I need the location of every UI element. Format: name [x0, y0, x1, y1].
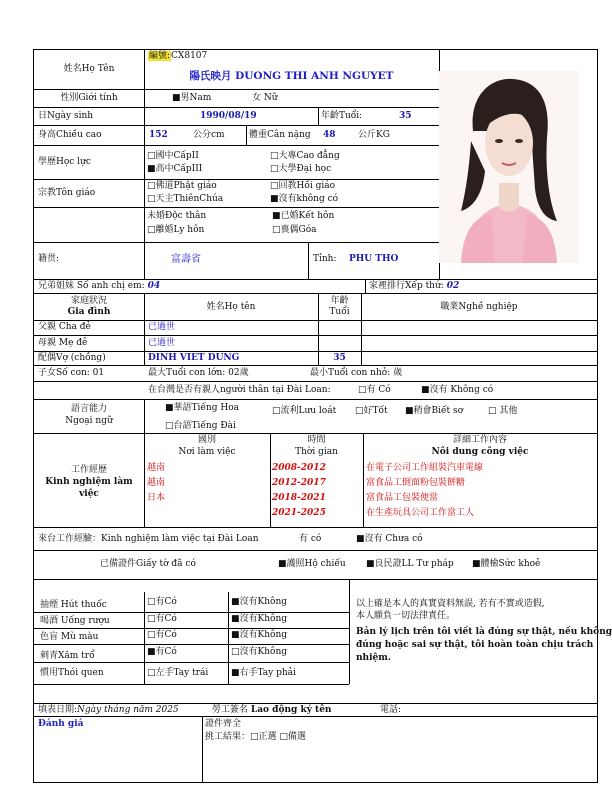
siblings-value: 04 — [147, 281, 161, 291]
work-country-3: 日本 — [147, 493, 166, 503]
name-label: 姓名Họ Tên — [63, 64, 115, 74]
youngest-child-age: 最小Tuổi con nhỏ: 歲 — [310, 368, 403, 378]
edu-college-checkbox[interactable]: □大專Cao đẳng — [270, 151, 340, 161]
weight-unit: 公斤KG — [358, 130, 390, 140]
family-header-zh: 家庭狀況 — [70, 296, 107, 306]
family-job-header: 職業Nghề nghiệp — [440, 302, 518, 312]
fill-date — [38, 705, 179, 716]
signature-label: 勞工簽名 — [212, 705, 249, 715]
declaration-zh-2: 本人願負一切法律責任。 — [356, 611, 456, 621]
education-label: 學歷Học lực — [38, 157, 91, 167]
work-detail-4: 在生產玩具公司工作當工人 — [366, 508, 475, 518]
fill-date-label: 填表日期: — [38, 705, 78, 715]
habit-smoking-label: 抽煙 Hút thuốc — [40, 600, 107, 610]
lang-taiwanese-checkbox[interactable]: □台語Tiếng Đài — [165, 421, 236, 431]
marital-married-checkbox[interactable]: ■已婚Kết hôn — [272, 211, 335, 221]
edu-secondary-checkbox[interactable]: □國中CấpII — [147, 151, 199, 161]
mother-label: 母親 Mẹ đẻ — [38, 338, 88, 348]
phone-label: 電話: — [380, 705, 402, 715]
work-time-header-zh: 時間 — [307, 435, 326, 445]
doc-police-record-checkbox[interactable]: ■良民證LL Tư pháp — [366, 559, 454, 569]
gender-female-checkbox[interactable]: 女 Nữ — [252, 93, 278, 103]
work-country-2: 越南 — [147, 478, 166, 488]
origin-label: 籍贯: — [38, 254, 60, 264]
oldest-child-age: 最大Tuổi con lớn: 02歲 — [148, 368, 249, 378]
language-label-zh: 語言能力 — [70, 404, 107, 414]
edu-university-checkbox[interactable]: □大學Đại học — [270, 164, 332, 174]
rank-field — [369, 281, 459, 292]
work-country-header-vi: Nơi làm việc — [178, 447, 236, 457]
dob-value: 1990/08/19 — [200, 111, 257, 121]
habit-hand-label: 慣用Thói quen — [40, 668, 104, 678]
habit-colorblind-yes[interactable]: □有Có — [147, 630, 177, 640]
code-field — [148, 51, 207, 62]
habit-drinking-no[interactable]: ■沒有Không — [231, 614, 287, 624]
father-label: 父親 Cha đẻ — [38, 322, 91, 332]
work-label-zh: 工作經歷 — [70, 465, 107, 475]
work-detail-1: 在電子公司工作組裝汽車電線 — [366, 463, 484, 473]
taiwan-exp-yes-checkbox[interactable]: 有 có — [299, 534, 322, 544]
spouse-name: DINH VIET DUNG — [148, 353, 240, 363]
habit-tattoo-no[interactable]: □沒有Không — [231, 647, 287, 657]
doc-passport-checkbox[interactable]: ■護照Hộ chiếu — [278, 559, 346, 569]
habit-right-hand[interactable]: ■右手Tay phải — [231, 668, 296, 678]
relatives-no-checkbox[interactable]: ■沒有 Không có — [421, 385, 494, 395]
family-age-header-zh: 年齡 — [330, 296, 349, 306]
province-label: Tỉnh: — [313, 254, 337, 264]
work-label-vi2: việc — [79, 489, 99, 499]
habit-smoking-yes[interactable]: □有Có — [147, 597, 177, 607]
family-header-vi: Gia đình — [67, 307, 111, 317]
province-value: PHU THO — [349, 254, 399, 264]
children-count: 子女Số con: 01 — [38, 368, 105, 378]
lang-other-checkbox[interactable]: □ 其他 — [488, 406, 518, 416]
habit-drinking-label: 喝酒 Uống rượu — [40, 616, 110, 626]
habit-colorblind-label: 色盲 Mù màu — [40, 632, 99, 642]
habit-drinking-yes[interactable]: □有Có — [147, 614, 177, 624]
religion-catholic-checkbox[interactable]: □天主ThiênChúa — [147, 194, 224, 204]
weight-value: 48 — [323, 130, 336, 140]
taiwan-exp-no-checkbox[interactable]: ■沒有 Chưa có — [356, 534, 423, 544]
gender-label: 性別Giới tính — [60, 93, 118, 103]
age-label: 年齡Tuổi: — [321, 111, 363, 121]
lang-fluent-checkbox[interactable]: □流利Lưu loát — [272, 406, 337, 416]
siblings-label: 兄弟姐妹 Số anh chị em: — [38, 281, 145, 291]
height-value: 152 — [149, 130, 168, 140]
height-label: 身高Chiều cao — [38, 130, 102, 140]
lang-good-checkbox[interactable]: □好Tốt — [355, 406, 388, 416]
religion-none-checkbox[interactable]: ■沒有không có — [270, 194, 339, 204]
age-value: 35 — [399, 111, 412, 121]
code-value: CX8107 — [171, 51, 208, 61]
language-label-vi: Ngoại ngữ — [65, 416, 113, 426]
marital-single-checkbox[interactable]: 未婚Độc thân — [147, 211, 207, 221]
family-name-header: 姓名Họ tên — [206, 302, 256, 312]
family-age-header-vi: Tuổi — [329, 307, 350, 317]
marital-widowed-checkbox[interactable]: □喪偶Góa — [272, 225, 317, 235]
declaration-vi-3: nhiệm. — [356, 653, 391, 663]
spouse-label: 配偶Vợ (chồng) — [38, 353, 106, 363]
lang-chinese-checkbox[interactable]: ■華語Tiếng Hoa — [165, 403, 239, 413]
evaluation-label: Đánh giá — [38, 719, 84, 729]
work-time-header-vi: Thời gian — [295, 447, 338, 457]
relatives-question: 在台灣是否有親人người thân tại Đài Loan: — [148, 385, 331, 395]
habit-tattoo-yes[interactable]: ■有Có — [147, 647, 177, 657]
applicant-photo — [439, 71, 579, 263]
rank-label: 家裡排行Xếp thứ: — [369, 281, 444, 291]
work-period-1: 2008-2012 — [272, 463, 326, 473]
work-label-vi1: Kinh nghiệm làm — [45, 477, 133, 487]
habit-tattoo-label: 刺青Xăm trổ — [40, 651, 95, 661]
work-detail-header-vi: Nôi dung công việc — [431, 447, 529, 457]
docs-complete-label: 證件齊全 — [205, 719, 242, 729]
declaration-vi-2: đúng hoặc sai sự thật, tôi hoàn toàn chịu trách — [356, 640, 594, 650]
dob-label: 日Ngày sinh — [38, 111, 94, 121]
declaration-vi-1: Bản lý lịch trên tôi viết là đúng sự thật, nếu không — [356, 627, 612, 637]
religion-label: 宗教Tôn giáo — [38, 188, 96, 198]
spouse-age: 35 — [333, 353, 346, 363]
gender-male-checkbox[interactable]: ■男Nam — [172, 93, 212, 103]
worker-signature[interactable] — [212, 705, 331, 716]
signature-value: Lao động ký tên — [250, 705, 332, 715]
habit-colorblind-no[interactable]: ■沒有Không — [231, 630, 287, 640]
work-country-header-zh: 國別 — [197, 435, 216, 445]
full-name: 陽氏映月 DUONG THI ANH NGUYET — [189, 70, 394, 82]
declaration-zh-1: 以上確是本人的真實資料無誤, 若有不實或造假, — [356, 599, 545, 609]
religion-buddhism-checkbox[interactable]: □佛道Phật giáo — [147, 181, 217, 191]
mother-value: 已過世 — [148, 338, 176, 348]
edu-highschool-checkbox[interactable]: ■高中CấpIII — [147, 164, 203, 174]
work-detail-3: 富食品工包裝便當 — [366, 493, 439, 503]
marital-divorced-checkbox[interactable]: □離婚Ly hôn — [147, 225, 205, 235]
relatives-yes-checkbox[interactable]: □有 Có — [358, 385, 391, 395]
fill-date-value: Ngày tháng năm 2025 — [77, 705, 179, 715]
father-value: 已過世 — [148, 322, 176, 332]
code-label: 編號: — [149, 51, 171, 61]
selection-result[interactable]: 挑工結果：□正選 □備選 — [205, 732, 306, 742]
work-period-3: 2018-2021 — [272, 493, 326, 503]
weight-label: 體重Cân nặng — [249, 130, 311, 140]
rank-value: 02 — [446, 281, 460, 291]
work-period-2: 2012-2017 — [272, 478, 326, 488]
habit-left-hand[interactable]: □左手Tay trái — [147, 668, 209, 678]
habit-smoking-no[interactable]: ■沒有Không — [231, 597, 287, 607]
lang-basic-checkbox[interactable]: ■稍會Biết sơ — [405, 406, 464, 416]
documents-label: 已備證件Giấy tờ đã có — [100, 559, 196, 569]
work-period-4: 2021-2025 — [272, 508, 326, 518]
siblings-field — [38, 281, 160, 292]
work-country-1: 越南 — [147, 463, 166, 473]
work-detail-header-zh: 詳細工作內容 — [452, 435, 507, 445]
doc-health-checkbox[interactable]: ■體檢Sức khoẻ — [472, 559, 541, 569]
height-unit: 公分cm — [193, 130, 225, 140]
work-detail-2: 富食品工倒面粉包裝餅糖 — [366, 478, 466, 488]
taiwan-exp-question: 來台工作經驗：Kinh nghiệm làm việc tại Đài Loan — [38, 534, 259, 544]
religion-islam-checkbox[interactable]: □回教Hồi giáo — [270, 181, 336, 191]
origin-value: 富壽省 — [171, 254, 201, 265]
